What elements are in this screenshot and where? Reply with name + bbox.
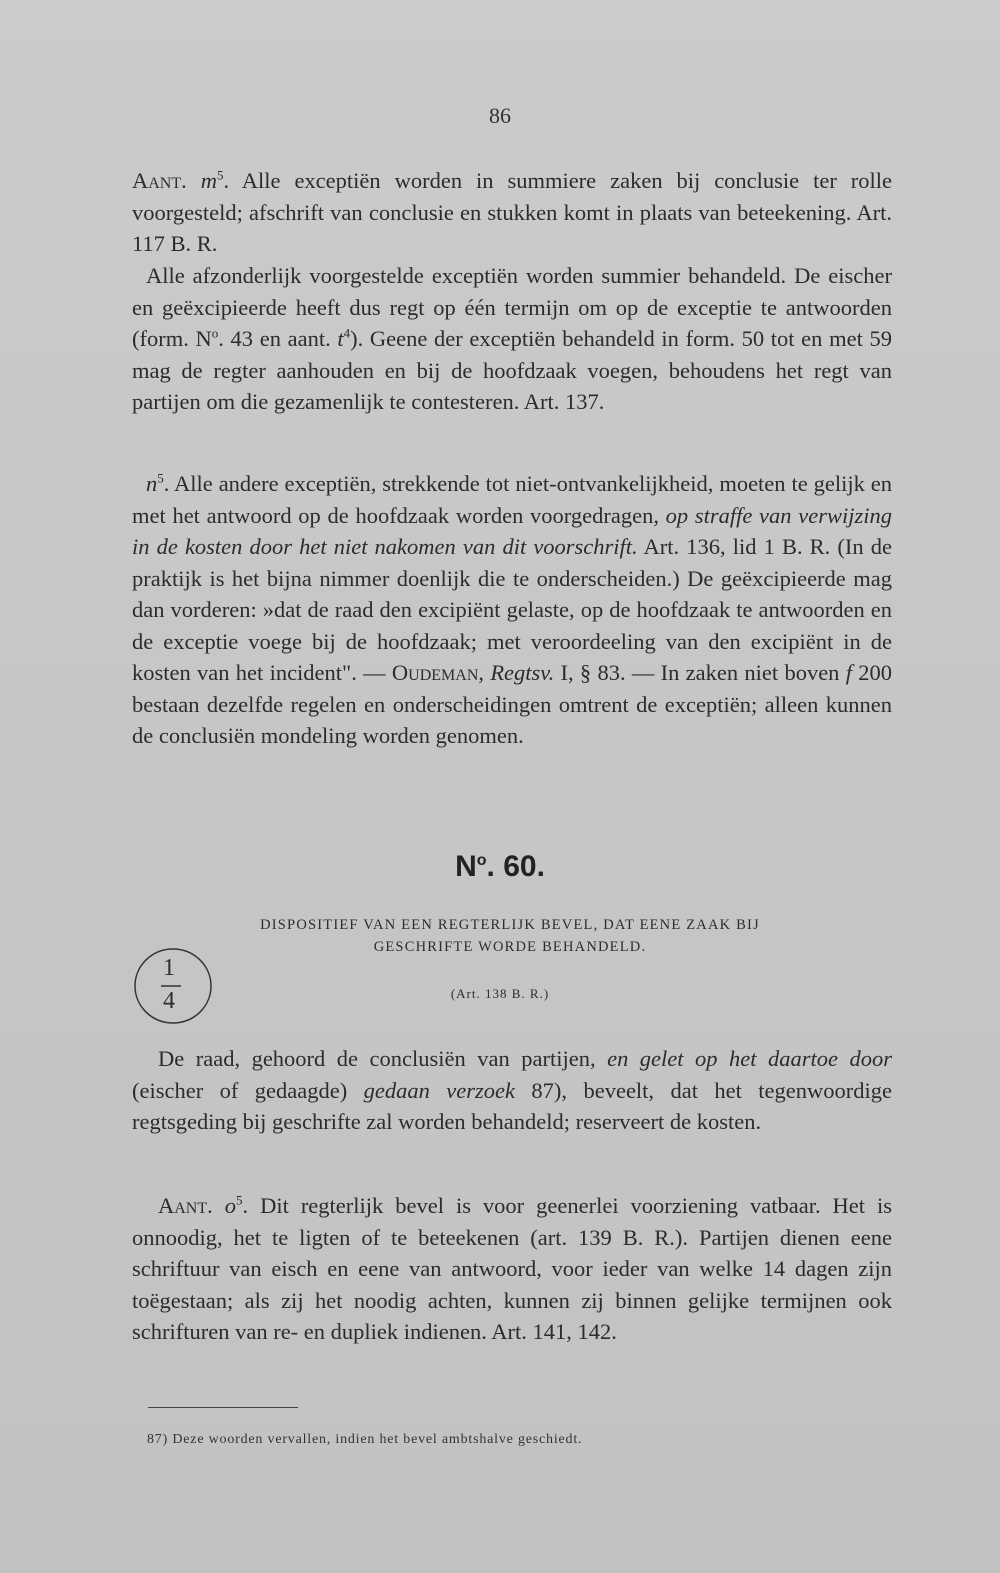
page-number: 86 (489, 103, 511, 128)
aant-label: Aant. (132, 168, 187, 193)
paragraph-text: I, § 83. — In zaken niet boven (554, 660, 846, 685)
paragraph-text: Alle afzonderlijk voorgestelde exceptiën worden summier behandeld. De eischer en geëxcipieerde heeft dus regt op één termijn om op de exceptie te antwoorden (form. N (132, 263, 892, 351)
florin-sign: f (845, 660, 852, 685)
paragraph-n5 (132, 468, 892, 752)
aant-label: Aant. (158, 1193, 213, 1218)
paragraph-dispositief (132, 1043, 892, 1138)
marker: m (200, 168, 217, 193)
t-marker: t (337, 326, 344, 351)
heading-no-text: N (455, 850, 477, 883)
marker: n (146, 471, 158, 496)
form-number-heading (0, 850, 1000, 884)
form-subtitle (160, 914, 860, 958)
paragraph-aant-m5 (132, 165, 892, 260)
footnote-divider (148, 1407, 298, 1408)
paragraph-text: . Alle exceptiën worden in summiere zaken bij conclusie ter rolle voorgesteld; afschrift van conclusie en stukken komt in plaats van beteekening. Art. 117 B. R. (132, 168, 892, 256)
paragraph-text: . Alle andere exceptiën, strekkende tot niet-ontvankelijkheid, moeten te gelijk en met het antwoord op de hoofdzaak worden voorgedragen, (132, 471, 892, 528)
marker-sup: 5 (157, 470, 164, 486)
subtitle-line-1: DISPOSITIEF VAN EEN REGTERLIJK BEVEL, DAT EENE ZAAK BIJ (260, 917, 760, 933)
italic-text: Regtsv. (490, 660, 555, 685)
footnote (147, 1432, 582, 1448)
t-sup: 4 (343, 325, 351, 341)
heading-no-value: . 60. (486, 850, 545, 883)
paragraph-text: ). Geene der exceptiën behandeld in form. 50 tot en met 59 mag de regter aanhouden en bij de hoofdzaak voegen, behoudens het regt van partijen om die gezamenlijk te contesteren. Art. 137. (132, 326, 892, 414)
paragraph-afzonderlijk (132, 260, 892, 418)
italic-text: op straffe van verwijzing in de kosten door het niet nakomen van dit voorschrift. (132, 502, 892, 559)
paragraph-text: 87), beveelt, dat het tegenwoordige regtsgeding bij geschrifte zal worden behandeld; reserveert de kosten. (132, 1077, 892, 1134)
footnote-text: Deze woorden vervallen, indien het bevel ambtshalve geschiedt. (172, 1432, 583, 1447)
italic-text: gedaan verzoek (363, 1077, 516, 1103)
marker-sup: 5 (216, 167, 224, 183)
paragraph-text: 200 bestaan dezelfde regelen en onderscheidingen omtrent de exceptiën; alleen kunnen de conclusiën mondeling worden genomen. (132, 660, 893, 748)
fraction-stamp (133, 946, 219, 1026)
paragraph-text: Art. 136, lid 1 B. R. (In de praktijk is het bijna nimmer doenlijk die te onderscheiden.) De geëxcipieerde mag dan vorderen: »dat de raad den excipiënt gelaste, op de hoofdzaak te antwoorden en de exceptie voege bij de hoofdzaak; met veroordeeling van den excipiënt in de kosten van het incident". — (132, 534, 892, 685)
heading-no-sup: o (476, 852, 487, 869)
subtitle-line-2: GESCHRIFTE WORDE BEHANDELD. (373, 939, 647, 955)
article-reference: (Art. 138 B. R.) (450, 986, 550, 1001)
stamp-circle-icon (133, 946, 219, 1026)
stamp-numerator: 1 (163, 955, 175, 981)
paragraph-aant-o5 (132, 1190, 892, 1348)
stamp-denominator: 4 (163, 988, 175, 1014)
footnote-number: 87) (147, 1432, 169, 1447)
italic-text: en gelet op het daartoe door (607, 1046, 893, 1071)
paragraph-text: De raad, gehoord de conclusiën van partijen, (158, 1046, 608, 1071)
paragraph-text: . 43 en aant. (218, 326, 338, 351)
paragraph-text: . Dit regterlijk bevel is voor geenerlei voorziening vatbaar. Het is onnoodig, het te ligten of te beteekenen (art. 139 B. R.). Partijen dienen eene schriftuur van eisch en eene van antwoord, voor ieder van welke 14 dagen zijn toëgestaan; als zij het noodig achten, kunnen zij binnen gelijke termijnen ook schrifturen van re- en dupliek indienen. Art. 141, 142. (132, 1193, 893, 1344)
author-name: Oudeman (391, 660, 479, 685)
marker: o (224, 1193, 236, 1218)
paragraph-text: (eischer of gedaagde) (132, 1077, 364, 1103)
paragraph-text: , (478, 660, 491, 685)
marker-sup: 5 (236, 1192, 243, 1208)
no-sup: o (211, 325, 219, 341)
